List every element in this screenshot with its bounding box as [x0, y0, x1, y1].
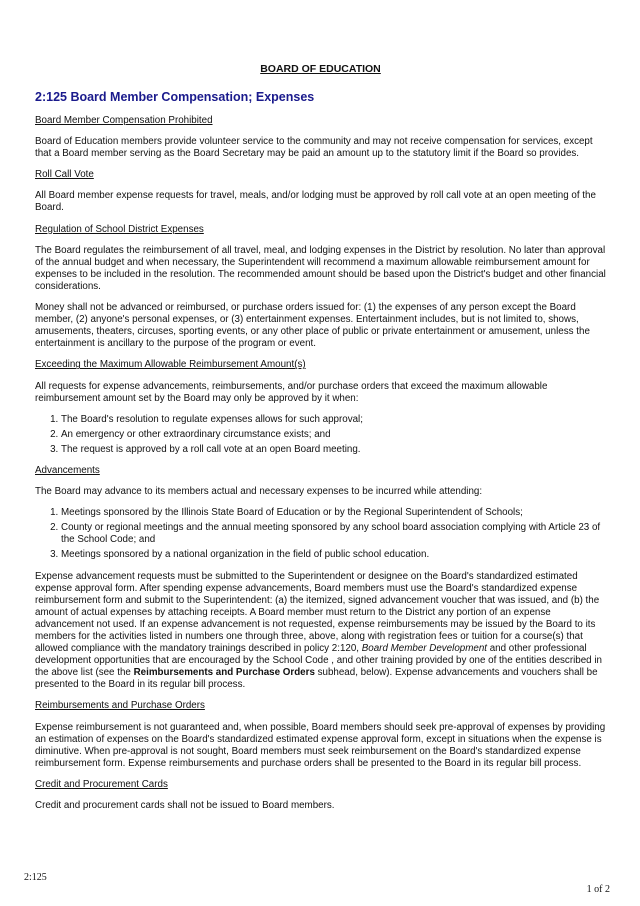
heading-cards: Credit and Procurement Cards	[35, 778, 168, 790]
paragraph-cards: Credit and procurement cards shall not be issued to Board members.	[35, 800, 335, 812]
exceeding-list	[35, 414, 606, 456]
list-item: 3. The request is approved by a roll call vote at an open Board meeting.	[61, 444, 606, 456]
subhead-reference: Reimbursements and Purchase Orders	[133, 667, 315, 679]
footer-policy-code: 2:125	[24, 872, 47, 883]
list-item: 3. Meetings sponsored by a national organization in the field of public school education.	[61, 549, 606, 561]
list-item: 2. An emergency or other extraordinary circumstance exists; and	[61, 429, 606, 441]
board-title: BOARD OF EDUCATION	[260, 63, 381, 75]
advancements-list	[35, 507, 606, 561]
heading-exceeding: Exceeding the Maximum Allowable Reimbursement Amount(s)	[35, 359, 306, 371]
paragraph-roll-call: All Board member expense requests for travel, meals, and/or lodging must be approved by roll call vote at an open meeting of the Board.	[35, 190, 596, 214]
policy-body	[35, 115, 606, 821]
footer-page-number: 1 of 2	[586, 884, 610, 895]
heading-roll-call: Roll Call Vote	[35, 169, 94, 181]
paragraph-advancements-2	[35, 571, 606, 692]
advancements-text-b: and other professional development opportunities that are encouraged by the School Code , and other training provided by one of the entities described in the above list (see the	[35, 643, 602, 679]
paragraph-compensation: Board of Education members provide volunteer service to the community and may not receive compensation for services, except that a Board member serving as the Board Secretary may be paid an amount up to the statutory limit if the Board so provides.	[35, 136, 593, 160]
heading-advancements: Advancements	[35, 464, 100, 476]
paragraph-exceeding: All requests for expense advancements, reimbursements, and/or purchase orders that exceed the maximum allowable reimbursement amount set by the Board may only be approved by it when:	[35, 380, 548, 404]
list-item: 2. County or regional meetings and the annual meeting sponsored by any school board association complying with Article 23 of the School Code; and	[61, 522, 606, 546]
heading-compensation: Board Member Compensation Prohibited	[35, 115, 213, 126]
policy-reference: Board Member Development	[361, 643, 487, 655]
advancements-text-a: Expense advancement requests must be submitted to the Superintendent or designee on the Board's standardized estimated expense approval form. After spending expense advancements, Board members must use the Board's standardized expense reimbursement form and submit to the Superintendent: (a) the itemized, signed advancement voucher that was issued, and (b) the amount of actual expenses by attaching receipts. A Board member must return to the District any portion of an expense advancement not used. If an expense advancement is not requested, expense reimbursements may be issued by the Board to its members for the activities listed in numbers one through three, above, along with registration fees or tuition for a course(s) that allowed compliance with the mandatory trainings described in policy 2:120,	[35, 570, 600, 655]
list-item: 1. The Board's resolution to regulate expenses allows for such approval;	[61, 414, 606, 426]
paragraph-regulation-1: The Board regulates the reimbursement of all travel, meal, and lodging expenses in the District by resolution. No later than approval of the annual budget and when necessary, the Superintendent will recommend a maximum allowable reimbursement amount for expenses to be included in the resolution. The recommended amount should be based upon the District's budget and other financial considerations.	[35, 244, 606, 292]
paragraph-regulation-2: Money shall not be advanced or reimbursed, or purchase orders issued for: (1) the expenses of any person except the Board member, (2) anyone's personal expenses, or (3) entertainment expenses. Entertainment includes, but is not limited to, shows, amusements, theaters, circuses, sporting events, or any other place of public or private entertainment or amusement, unless the entertainment is ancillary to the purpose of the program or event.	[35, 302, 590, 350]
paragraph-advancements-1: The Board may advance to its members actual and necessary expenses to be incurred while attending:	[35, 486, 483, 498]
heading-reimbursements: Reimbursements and Purchase Orders	[35, 700, 205, 712]
policy-title: 2:125 Board Member Compensation; Expenses	[35, 90, 315, 104]
list-item: 1. Meetings sponsored by the Illinois State Board of Education or by the Regional Superintendent of Schools;	[61, 507, 606, 519]
paragraph-reimbursements: Expense reimbursement is not guaranteed and, when possible, Board members should seek pre-approval of expenses by providing an estimation of expenses on the Board's standardized estimated expense approval form, except in situations when the expense is diminutive. When pre-approval is not sought, Board members must seek reimbursement on the Board's standardized expense reimbursement form. Expense reimbursements and purchase orders shall be presented to the Board in its regular bill process.	[35, 721, 606, 769]
heading-regulation: Regulation of School District Expenses	[35, 223, 204, 235]
advancements-text-c: subhead, below). Expense advancements and vouchers shall be presented to the Board in its regular bill process.	[35, 667, 598, 691]
